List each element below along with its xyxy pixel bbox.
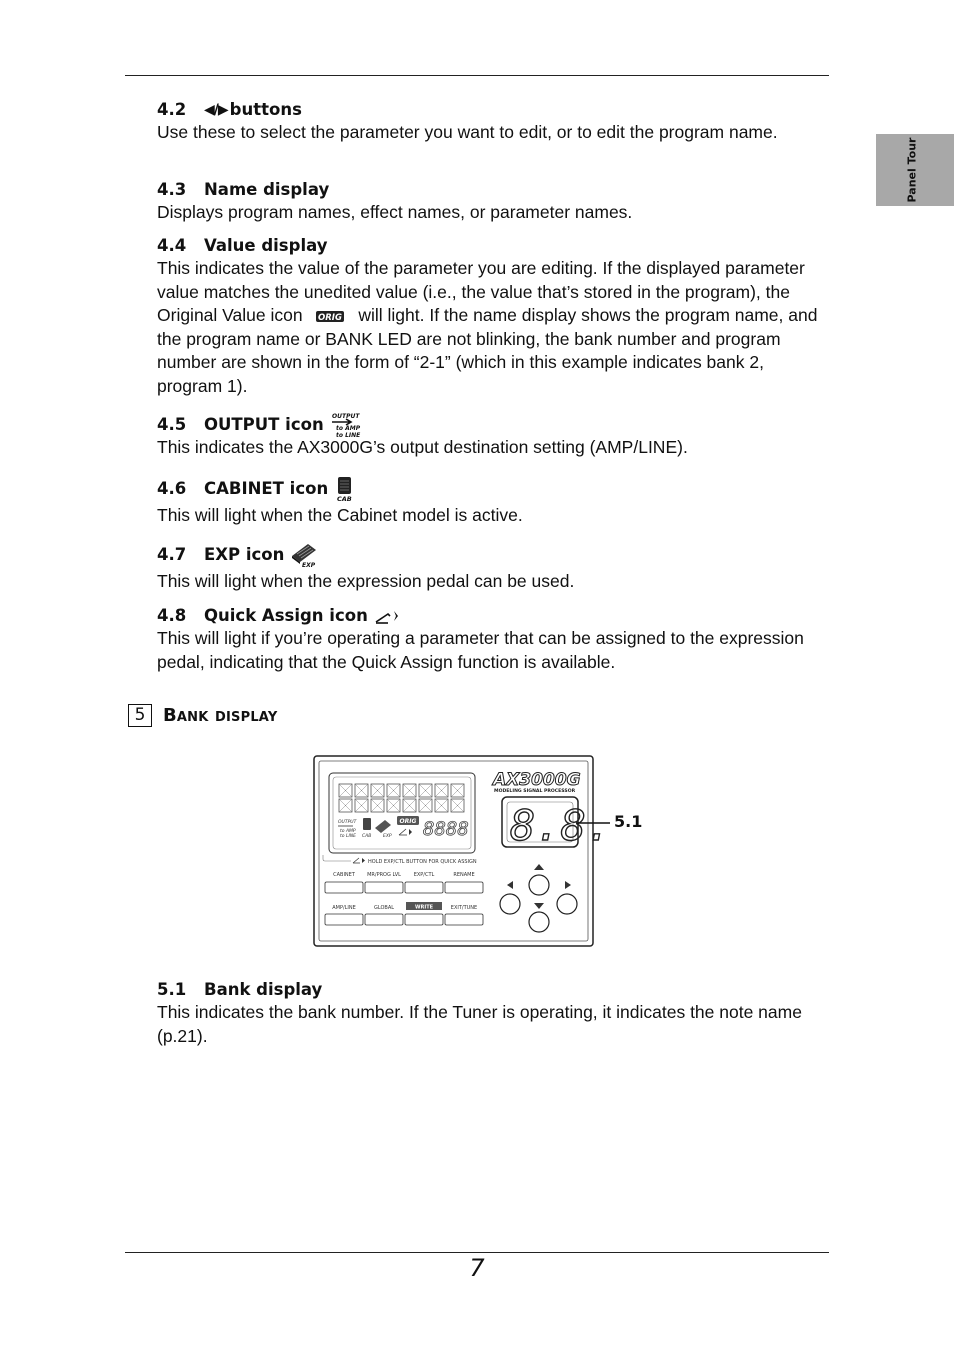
up-button[interactable] — [529, 875, 549, 895]
section-title: EXP icon — [204, 545, 285, 564]
brand-logo: AX3000G — [493, 770, 581, 790]
button-label-rename: RENAME — [453, 872, 475, 878]
lcd-value-digits: 8888 — [423, 818, 469, 840]
exp-ctl-button[interactable] — [405, 882, 443, 893]
section-4-8 — [157, 605, 829, 674]
section-number: 5.1 — [157, 980, 187, 999]
right-button[interactable] — [557, 894, 577, 914]
section-4-6 — [157, 478, 829, 528]
section-body — [157, 257, 829, 398]
section-body-part-a: This indicates the value of the parameter you are editing. If the displayed parameter value matches the unedited value (i.e., the value that’s stored in the program), the Original Value icon — [157, 258, 805, 325]
svg-text:to LINE: to LINE — [340, 834, 356, 839]
section-title: Bank display — [204, 980, 323, 999]
hold-instruction: HOLD EXP/CTL BUTTON FOR QUICK ASSIGN — [368, 859, 477, 865]
section-heading — [157, 413, 829, 439]
chapter-title: Bank display — [163, 704, 278, 726]
mr-prog-lvl-button[interactable] — [365, 882, 403, 893]
output-icon-top: OUTPUT — [331, 413, 360, 420]
section-body: Displays program names, effect names, or parameter names. — [157, 202, 633, 222]
section-4-7 — [157, 544, 829, 594]
quick-assign-icon — [374, 607, 402, 625]
section-body: This indicates the bank number. If the Tuner is operating, it indicates the note name (p.21). — [157, 1002, 802, 1046]
section-body: Use these to select the parameter you want to edit, or to edit the program name. — [157, 122, 778, 142]
write-button[interactable] — [405, 914, 443, 925]
cabinet-icon-label: CAB — [337, 495, 352, 503]
cabinet-icon — [334, 476, 356, 502]
section-title: Quick Assign icon — [204, 606, 368, 625]
section-number: 4.8 — [157, 606, 187, 625]
section-body: This indicates the AX3000G’s output destination setting (AMP/LINE). — [157, 437, 688, 457]
section-body: This will light if you’re operating a parameter that can be assigned to the expression pedal, indicating that the Quick Assign function is available. — [157, 628, 804, 672]
section-heading — [157, 235, 829, 257]
svg-text:to AMP: to AMP — [340, 829, 356, 834]
chapter-heading-5 — [128, 703, 277, 727]
section-number: 4.4 — [157, 236, 187, 255]
section-title: Value display — [204, 236, 328, 255]
orig-icon-label: ORIG — [318, 313, 343, 324]
callout-label: 5.1 — [614, 812, 643, 831]
bottom-rule — [125, 1252, 829, 1253]
side-tab-label: Panel Tour — [905, 137, 919, 203]
top-rule — [125, 75, 829, 76]
exp-pedal-icon — [290, 542, 320, 568]
section-title: OUTPUT icon — [204, 415, 324, 434]
section-number: 4.3 — [157, 180, 187, 199]
output-icon — [330, 411, 360, 439]
section-title: Name display — [204, 180, 330, 199]
output-icon-line: to LINE — [335, 432, 360, 439]
button-label-exp-ctl: EXP/CTL — [413, 872, 435, 878]
section-heading — [157, 544, 829, 569]
svg-text:CAB: CAB — [362, 834, 372, 839]
section-title: CABINET icon — [204, 479, 329, 498]
section-title: buttons — [229, 100, 302, 119]
button-label-amp-line: AMP/LINE — [332, 905, 356, 911]
section-4-2 — [157, 99, 829, 145]
brand-subtitle: MODELING SIGNAL PROCESSOR — [494, 789, 576, 794]
exit-tune-button[interactable] — [445, 914, 483, 925]
panel-illustration — [313, 755, 612, 949]
section-number: 4.7 — [157, 545, 187, 564]
section-number: 4.2 — [157, 100, 187, 119]
section-4-3 — [157, 179, 829, 225]
global-button[interactable] — [365, 914, 403, 925]
down-button[interactable] — [529, 912, 549, 932]
rename-button[interactable] — [445, 882, 483, 893]
svg-text:OUTPUT: OUTPUT — [338, 820, 357, 825]
exp-icon-label: EXP — [302, 562, 316, 569]
svg-text:ORIG: ORIG — [399, 818, 417, 825]
section-heading — [157, 99, 829, 121]
button-label-cabinet: CABINET — [333, 872, 355, 878]
section-body: This will light when the expression pedal can be used. — [157, 571, 575, 591]
section-heading — [157, 478, 829, 503]
button-label-write: WRITE — [414, 904, 434, 911]
button-label-global: GLOBAL — [373, 905, 395, 911]
svg-text:EXP: EXP — [383, 834, 392, 839]
bank-display-digits: 8.8. — [510, 801, 612, 850]
side-tab — [876, 134, 954, 206]
section-number: 4.6 — [157, 479, 187, 498]
left-right-arrow-icon: ◀/▶ — [204, 102, 228, 118]
button-label-mr-prog-lvl: MR/PROG LVL — [367, 872, 401, 878]
section-5-1 — [157, 979, 829, 1048]
section-number: 4.5 — [157, 415, 187, 434]
output-icon-amp: to AMP — [335, 425, 360, 432]
left-button[interactable] — [500, 894, 520, 914]
cabinet-button[interactable] — [325, 882, 363, 893]
section-heading — [157, 605, 829, 627]
callout-leader — [576, 820, 612, 826]
section-4-4 — [157, 235, 829, 398]
section-body-part-b: will light. If the name display shows the program name, and the program name or BANK LED are not blinking, the bank number and program number are shown in the form of “2-1” (which in this example indicates bank 2, program 1). — [157, 305, 818, 396]
amp-line-button[interactable] — [325, 914, 363, 925]
boxed-number: 5 — [128, 704, 152, 727]
page-number: 7 — [469, 1254, 485, 1282]
button-label-exit-tune: EXIT/TUNE — [450, 905, 478, 911]
section-heading — [157, 979, 829, 1001]
section-body: This will light when the Cabinet model is active. — [157, 505, 523, 525]
section-4-5 — [157, 414, 829, 460]
section-heading — [157, 179, 829, 201]
orig-icon — [315, 308, 347, 324]
